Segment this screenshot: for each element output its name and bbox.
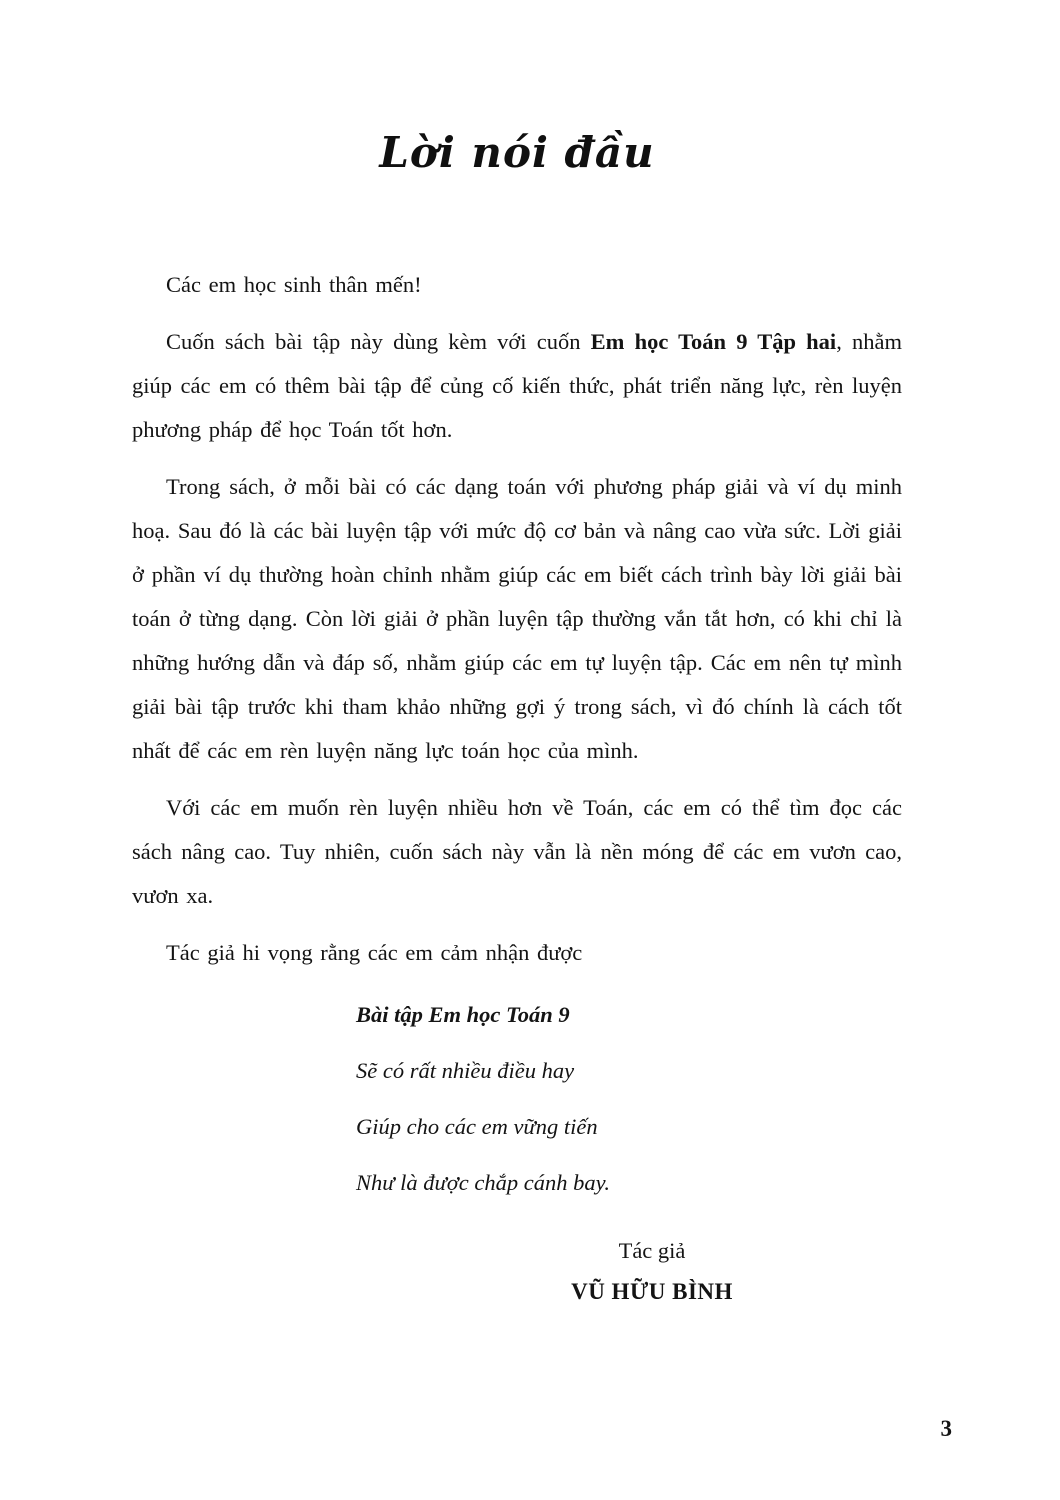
page-title: Lời nói đầu: [379, 128, 655, 177]
book-title-emphasis: Em học Toán 9 Tập hai: [590, 329, 837, 354]
signature-label: Tác giả: [618, 1238, 686, 1263]
advice-paragraph: Với các em muốn rèn luyện nhiều hơn về Toán, các em có thể tìm đọc các sách nâng cao. Tuy nhiên, cuốn sách này vẫn là nền móng để các em vươn cao, vươn xa.: [132, 795, 902, 908]
poem-line-3: Giúp cho các em vững tiến: [356, 1114, 598, 1139]
structure-paragraph: Trong sách, ở mỗi bài có các dạng toán với phương pháp giải và ví dụ minh hoạ. Sau đó là các bài luyện tập với mức độ cơ bản và nâng cao vừa sức. Lời giải ở phần ví dụ thường hoàn chỉnh nhằm giúp các em biết cách trình bày lời giải bài toán ở từng dạng. Còn lời giải ở phần luyện tập thường vắn tắt hơn, có khi chỉ là những hướng dẫn và đáp số, nhằm giúp các em tự luyện tập. Các em nên tự mình giải bài tập trước khi tham khảo những gợi ý trong sách, vì đó chính là cách tốt nhất để các em rèn luyện năng lực toán học của mình.: [132, 474, 902, 763]
poem-line-4: Như là được chắp cánh bay.: [356, 1170, 611, 1195]
intro-paragraph: [132, 320, 902, 452]
author-name: VŨ HỮU BÌNH: [571, 1279, 733, 1304]
signature-block: [532, 1231, 772, 1313]
intro-text-before: Cuốn sách bài tập này dùng kèm với cuốn: [166, 329, 591, 354]
page-number: 3: [940, 1416, 952, 1441]
poem-line-2: Sẽ có rất nhiều điều hay: [356, 1058, 575, 1083]
poem-line-title: Bài tập Em học Toán 9: [356, 1002, 570, 1027]
greeting-paragraph: Các em học sinh thân mến!: [166, 272, 422, 297]
intro-text-after: , nhằm giúp các em có thêm bài tập để củng cố kiến thức, phát triển năng lực, rèn luyện phương pháp để học Toán tốt hơn.: [132, 329, 902, 442]
hope-paragraph: Tác giả hi vọng rằng các em cảm nhận được: [166, 940, 583, 965]
poem-block: [356, 993, 902, 1205]
